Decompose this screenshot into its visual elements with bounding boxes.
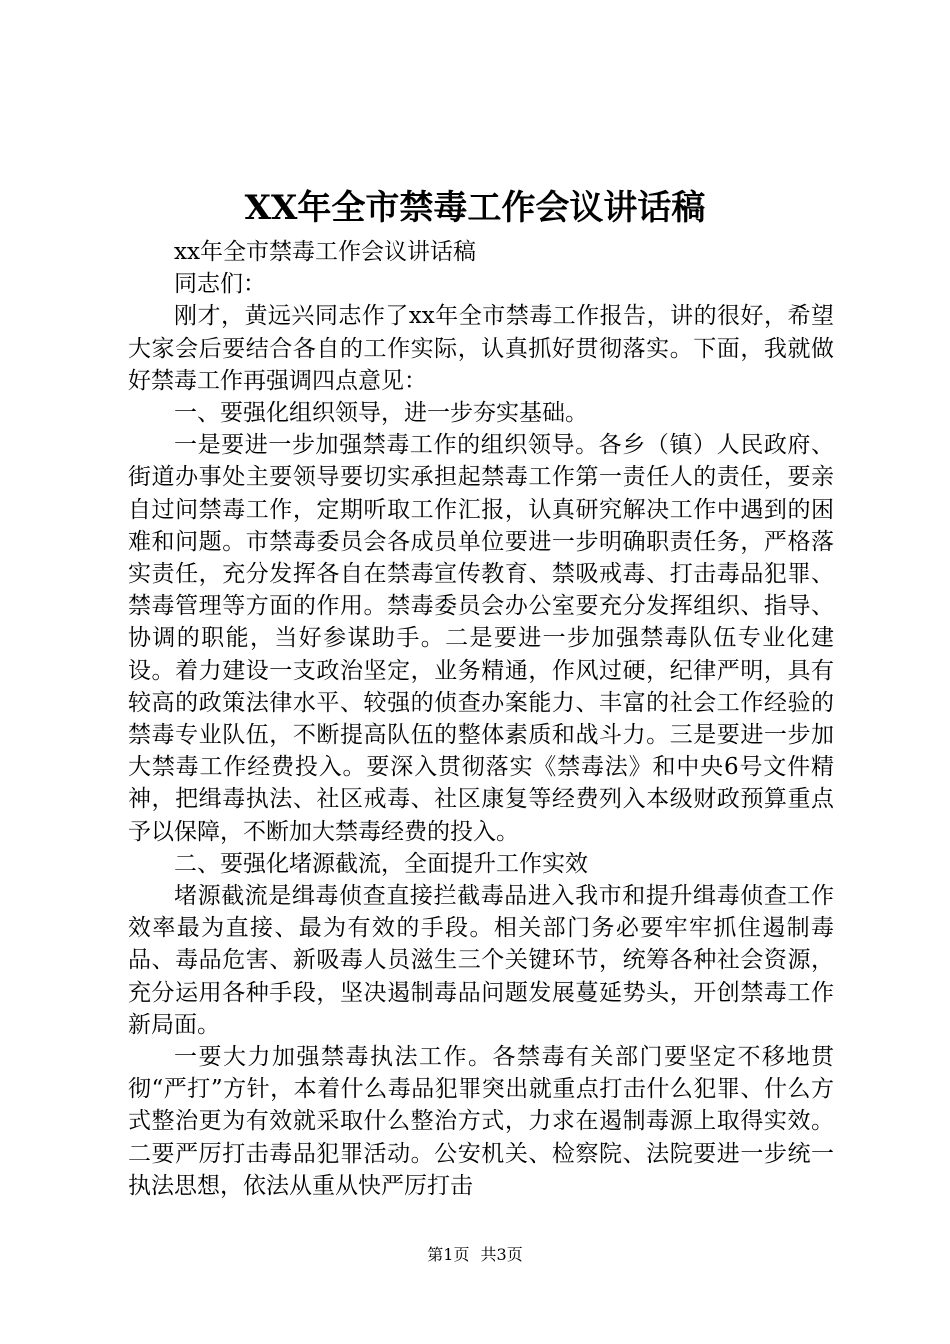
paragraph-subtitle: xx年全市禁毒工作会议讲话稿 xyxy=(174,239,476,265)
section-heading-2: 二、要强化堵源截流，全面提升工作实效 xyxy=(174,850,588,877)
page-footer xyxy=(0,1243,950,1267)
paragraph-section-2b: 一要大力加强禁毒执法工作。各禁毒有关部门要坚定不移地贯彻“严打”方针，本着什么毒品犯罪突出就重点打击什么犯罪、什么方式整治更为有效就采取什么整治方式，力求在遏制毒源上取得实效。二要严厉打击毒品犯罪活动。公安机关、检察院、法院要进一步统一执法思想，依法从重从快严厉打击 xyxy=(128,1044,834,1199)
section-heading-1: 一、要强化组织领导，进一步夯实基础。 xyxy=(174,400,588,427)
paragraph-salutation: 同志们： xyxy=(174,271,266,298)
document-title: XX年全市禁毒工作会议讲话稿 xyxy=(244,188,706,228)
paragraph-section-2a: 堵源截流是缉毒侦查直接拦截毒品进入我市和提升缉毒侦查工作效率最为直接、最为有效的手段。相关部门务必要牢牢抓住遏制毒品、毒品危害、新吸毒人员滋生三个关键环节，统筹各种社会资源，充分运用各种手段，坚决遏制毒品问题发展蔓延势头，开创禁毒工作新局面。 xyxy=(128,883,834,1038)
paragraph-section-1: 一是要进一步加强禁毒工作的组织领导。各乡（镇）人民政府、街道办事处主要领导要切实承担起禁毒工作第一责任人的责任，要亲自过问禁毒工作，定期听取工作汇报，认真研究解决工作中遇到的困难和问题。市禁毒委员会各成员单位要进一步明确职责任务，严格落实责任，充分发挥各自在禁毒宣传教育、禁吸戒毒、打击毒品犯罪、禁毒管理等方面的作用。禁毒委员会办公室要充分发挥组织、指导、协调的职能，当好参谋助手。二是要进一步加强禁毒队伍专业化建设。着力建设一支政治坚定，业务精通，作风过硬，纪律严明，具有较高的政策法律水平、较强的侦查办案能力、丰富的社会工作经验的禁毒专业队伍，不断提高队伍的整体素质和战斗力。三是要进一步加大禁毒工作经费投入。要深入贯彻落实《禁毒法》和中央6号文件精神，把缉毒执法、社区戒毒、社区康复等经费列入本级财政预算重点予以保障，不断加大禁毒经费的投入。 xyxy=(128,432,834,845)
page-total: 共3页 xyxy=(480,1245,523,1264)
document-body xyxy=(128,236,834,1202)
paragraph-intro: 刚才，黄远兴同志作了xx年全市禁毒工作报告，讲的很好，希望大家会后要结合各自的工作实际，认真抓好贯彻落实。下面，我就做好禁毒工作再强调四点意见： xyxy=(128,303,834,394)
page-number: 第1页 xyxy=(427,1245,470,1264)
